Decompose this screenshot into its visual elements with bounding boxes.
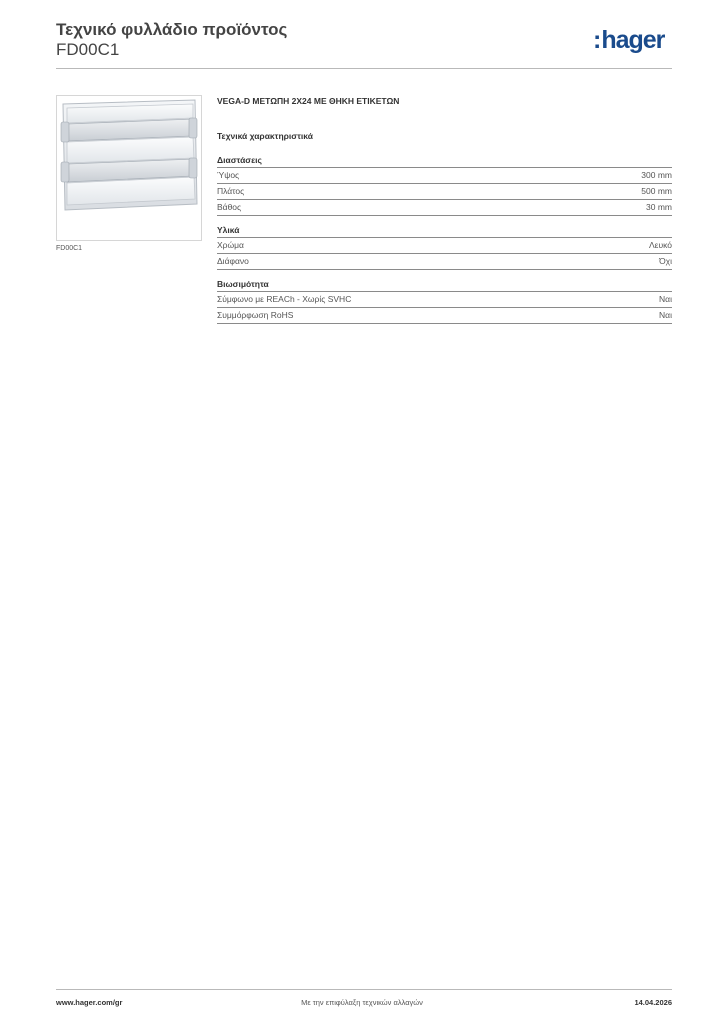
- section-sustainability: [217, 279, 672, 324]
- spec-row: [217, 238, 672, 254]
- spec-row: [217, 292, 672, 308]
- footer-date: 14.04.2026: [634, 998, 672, 1007]
- section-dimensions: [217, 155, 672, 216]
- spec-value: Ναι: [659, 294, 672, 304]
- spec-content: [217, 96, 672, 333]
- product-name: VEGA-D ΜΕΤΩΠΗ 2X24 ΜΕ ΘΗΚΗ ΕΤΙΚΕΤΩΝ: [217, 96, 400, 106]
- document-title: Τεχνικό φυλλάδιο προϊόντος: [56, 20, 288, 39]
- spec-value: Ναι: [659, 310, 672, 320]
- spec-row: [217, 184, 672, 200]
- section-title: Βιωσιμότητα: [217, 279, 672, 292]
- spec-label: Χρώμα: [217, 240, 244, 250]
- spec-value: 300 mm: [641, 170, 672, 180]
- header-divider: [56, 68, 672, 69]
- section-materials: [217, 225, 672, 270]
- product-code: FD00C1: [56, 40, 120, 59]
- spec-value: 500 mm: [641, 186, 672, 196]
- spec-row: [217, 308, 672, 324]
- section-title: Υλικά: [217, 225, 672, 238]
- logo-text: hager: [601, 26, 665, 54]
- hager-logo: [593, 26, 664, 55]
- spec-row: [217, 254, 672, 270]
- image-caption: FD00C1: [56, 245, 83, 252]
- product-image: [56, 95, 202, 241]
- spec-row: [217, 200, 672, 216]
- logo-colon-icon: :: [593, 26, 601, 54]
- footer-divider: [56, 989, 672, 990]
- spec-label: Ύψος: [217, 170, 240, 180]
- spec-value: Όχι: [659, 256, 672, 266]
- spec-label: Βάθος: [217, 202, 242, 212]
- tech-specs-heading: Τεχνικά χαρακτηριστικά: [217, 131, 313, 141]
- spec-value: Λευκό: [649, 240, 672, 250]
- spec-value: 30 mm: [646, 202, 672, 212]
- product-front-panel-image: [57, 96, 201, 240]
- spec-label: Σύμφωνο με REACh - Χωρίς SVHC: [217, 294, 352, 304]
- spec-label: Συμμόρφωση RoHS: [217, 310, 294, 320]
- spec-label: Διάφανο: [217, 256, 249, 266]
- spec-label: Πλάτος: [217, 186, 245, 196]
- footer-disclaimer: Με την επιφύλαξη τεχνικών αλλαγών: [301, 998, 423, 1007]
- section-title: Διαστάσεις: [217, 155, 672, 168]
- spec-row: [217, 168, 672, 184]
- footer-website-link[interactable]: www.hager.com/gr: [56, 998, 123, 1007]
